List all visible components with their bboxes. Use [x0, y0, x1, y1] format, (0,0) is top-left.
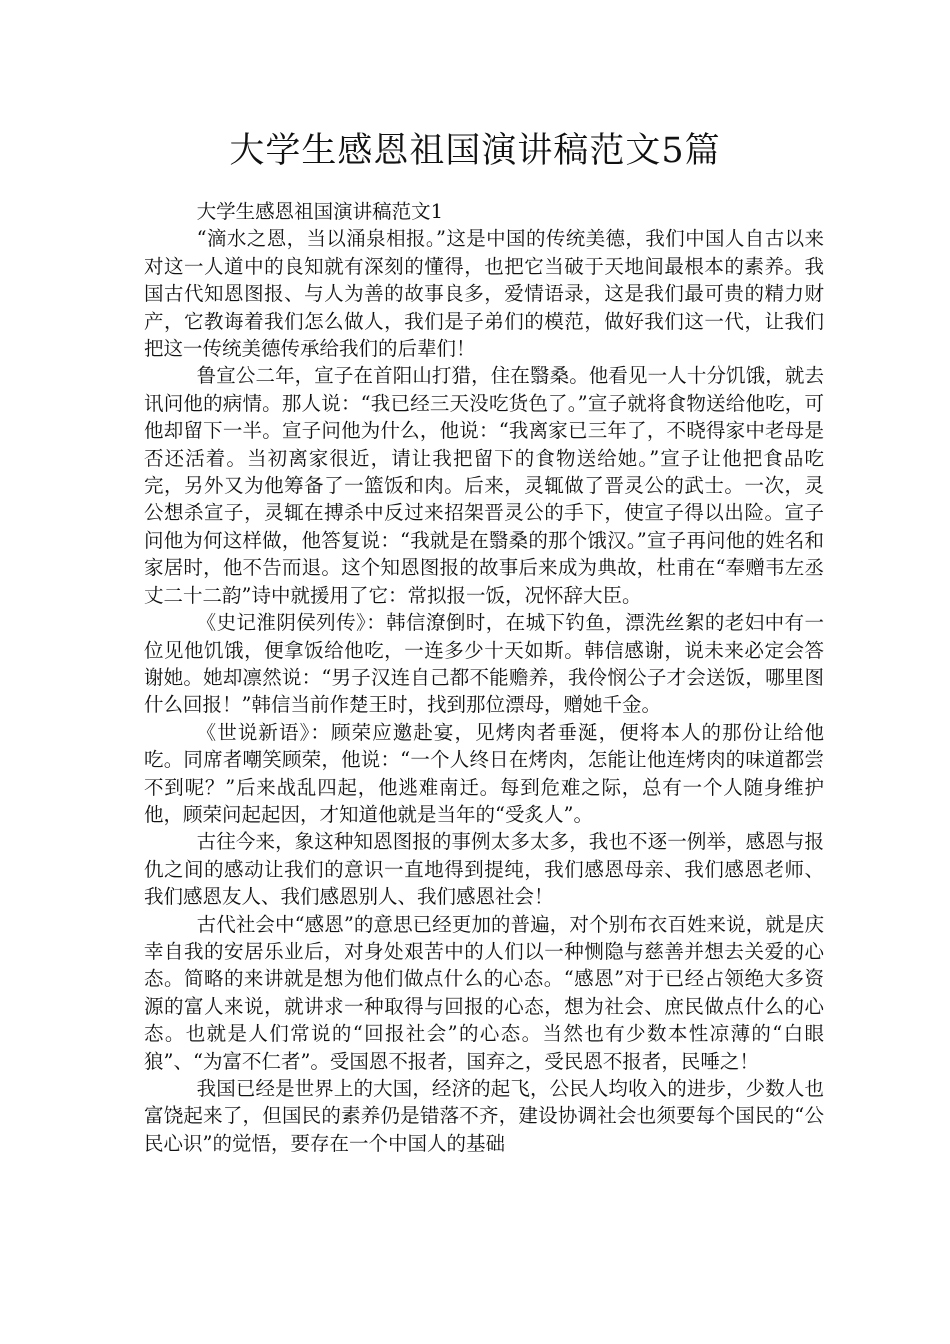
paragraph-7: 我国已经是世界上的大国，经济的起飞，公民人均收入的进步，少数人也富饶起来了，但国民的素养仍是错落不齐，建设协调社会也须要每个国民的“公民心识”的觉悟，要存在一个中国人的基础 — [144, 1077, 824, 1155]
paragraph-3: 《史记淮阴侯列传》：韩信潦倒时，在城下钓鱼，漂洗丝絮的老妇中有一位见他饥饿，便拿饭给他吃，一连多少十天如斯。韩信感谢，说未来必定会答谢她。她却凛然说：“男子汉连自己都不能赡养，我伶悯公子才会送饭，哪里图什么回报！”韩信当前作楚王时，找到那位漂母，赠她千金。 — [144, 611, 824, 717]
paragraph-6: 古代社会中“感恩”的意思已经更加的普遍，对个别布衣百姓来说，就是庆幸自我的安居乐业后，对身处艰苦中的人们以一种恻隐与慈善并想去关爱的心态。简略的来讲就是想为他们做点什么的心态。“感恩”对于已经占领绝大多资源的富人来说，就讲求一种取得与回报的心态，想为社会、庶民做点什么的心态。也就是人们常说的“回报社会”的心态。当然也有少数本性凉薄的“白眼狼”、“为富不仁者”。受国恩不报者，国弃之，受民恩不报者，民唾之！ — [144, 912, 824, 1073]
section-heading: 大学生感恩祖国演讲稿范文1 — [196, 200, 444, 223]
paragraph-1: “滴水之恩，当以涌泉相报。”这是中国的传统美德，我们中国人自古以来对这一人道中的良知就有深刻的懂得，也把它当破于天地间最根本的素养。我国古代知恩图报、与人为善的故事良多，爱情语录，这是我们最可贵的精力财产，它教诲着我们怎么做人，我们是子弟们的模范，做好我们这一代，让我们把这一传统美德传承给我们的后辈们！ — [144, 227, 824, 361]
paragraph-2: 鲁宣公二年，宣子在首阳山打猎，住在翳桑。他看见一人十分饥饿，就去讯问他的病情。那人说：“我已经三天没吃货色了。”宣子就将食物送给他吃，可他却留下一半。宣子问他为什么，他说：“我离家已三年了，不晓得家中老母是否还活着。当初离家很近，请让我把留下的食物送给她。”宣子让他把食品吃完，另外又为他筹备了一篮饭和肉。后来，灵辄做了晋灵公的武士。一次，灵公想杀宣子，灵辄在搏杀中反过来招架晋灵公的手下，使宣子得以出险。宣子问他为何这样做，他答复说：“我就是在翳桑的那个饿汉。”宣子再问他的姓名和家居时，他不告而退。这个知恩图报的故事后来成为典故，杜甫在“奉赠韦左丞丈二十二韵”诗中就援用了它：常拟报一饭，况怀辞大臣。 — [144, 364, 824, 607]
paragraph-5: 古往今来，象这种知恩图报的事例太多太多，我也不逐一例举，感恩与报仇之间的感动让我们的意识一直地得到提纯，我们感恩母亲、我们感恩老师、我们感恩友人、我们感恩别人、我们感恩社会！ — [144, 830, 824, 909]
document-body — [144, 198, 824, 1157]
paragraph-4: 《世说新语》：顾荣应邀赴宴，见烤肉者垂涎，便将本人的那份让给他吃。同席者嘲笑顾荣，他说：“一个人终日在烤肉，怎能让他连烤肉的味道都尝不到呢？”后来战乱四起，他逃难南迁。每到危难之际，总有一个人随身维护他，顾荣问起起因，才知道他就是当年的“受炙人”。 — [144, 720, 824, 826]
document-title: 大学生感恩祖国演讲稿范文5篇 — [229, 131, 721, 171]
